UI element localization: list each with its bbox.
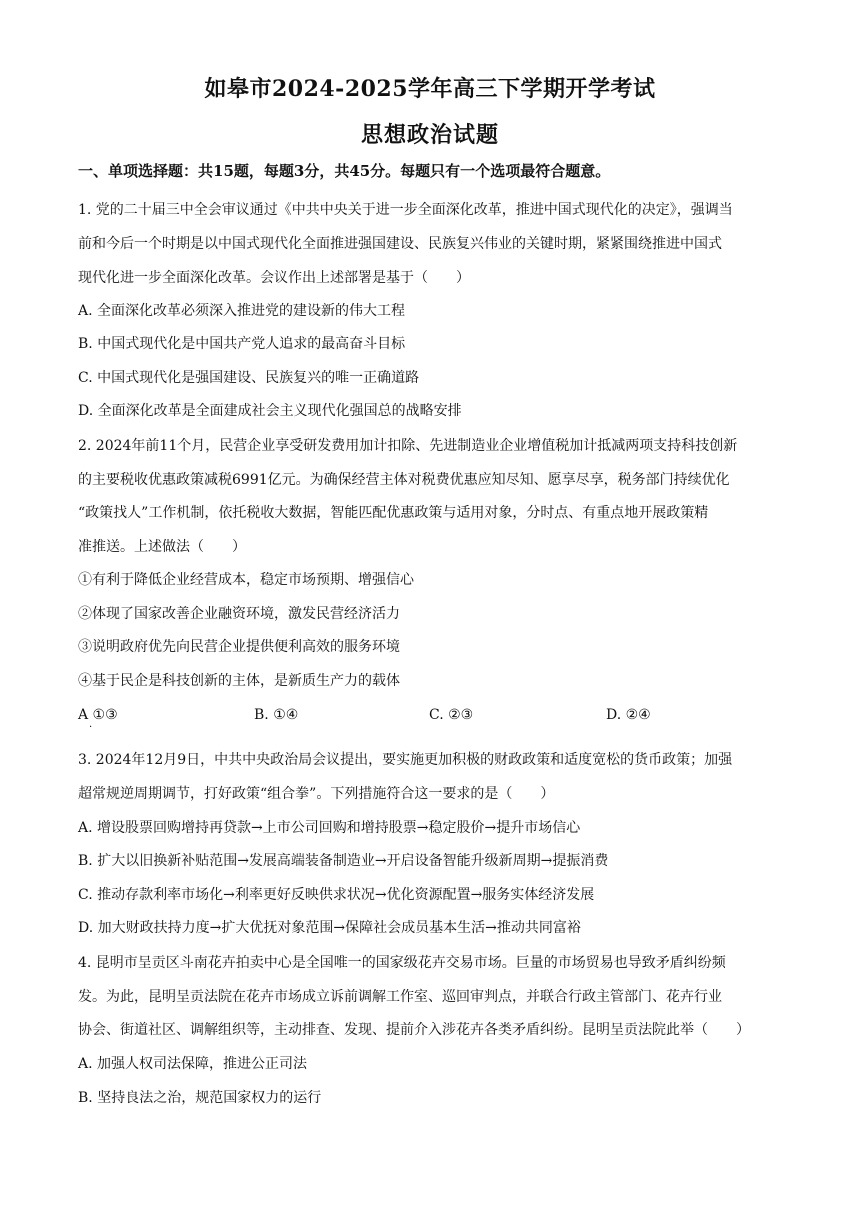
stray-dot: · bbox=[89, 722, 93, 733]
q2-option-b: B. ①④ bbox=[254, 707, 299, 723]
q1-stem-line: 1. 党的二十届三中全会审议通过《中共中央关于进一步全面深化改革，推进中国式现代化的决定》，强调当 bbox=[78, 202, 733, 218]
q3-stem-line: 3. 2024年12月9日，中共中央政治局会议提出，要实施更加积极的财政政策和适度宽松的货币政策；加强 bbox=[78, 752, 733, 768]
q1-option-c: C. 中国式现代化是强国建设、民族复兴的唯一正确道路 bbox=[78, 370, 420, 386]
q2-stem-line: 准推送。上述做法（ ） bbox=[78, 539, 246, 555]
exam-title: 如皋市2024-2025学年高三下学期开学考试 bbox=[204, 76, 656, 102]
q3-option-d: D. 加大财政扶持力度→扩大优抚对象范围→保障社会成员基本生活→推动共同富裕 bbox=[78, 920, 581, 936]
q2-stem-line: 的主要税收优惠政策减税6991亿元。为确保经营主体对税费优惠应知尽知、愿享尽享，税务部门持续优化 bbox=[78, 472, 730, 488]
q1-option-d: D. 全面深化改革是全面建成社会主义现代化强国总的战略安排 bbox=[78, 403, 462, 419]
q2-statement-3: ③说明政府优先向民营企业提供便利高效的服务环境 bbox=[78, 639, 400, 655]
q3-stem-line: 超常规逆周期调节，打好政策“组合拳”。下列措施符合这一要求的是（ ） bbox=[78, 786, 555, 802]
q3-option-c: C. 推动存款利率市场化→利率更好反映供求状况→优化资源配置→服务实体经济发展 bbox=[78, 887, 595, 903]
q2-stem-line: 2. 2024年前11个月，民营企业享受研发费用加计扣除、先进制造业企业增值税加计抵减两项支持科技创新 bbox=[78, 438, 738, 454]
q4-option-b: B. 坚持良法之治，规范国家权力的运行 bbox=[78, 1090, 322, 1106]
section-heading: 一、单项选择题：共15题，每题3分，共45分。每题只有一个选项最符合题意。 bbox=[78, 162, 611, 180]
q1-stem-line: 现代化进一步全面深化改革。会议作出上述部署是基于（ ） bbox=[78, 270, 470, 286]
q3-option-b: B. 扩大以旧换新补贴范围→发展高端装备制造业→开启设备智能升级新周期→提振消费 bbox=[78, 853, 609, 869]
q1-option-b: B. 中国式现代化是中国共产党人追求的最高奋斗目标 bbox=[78, 336, 406, 352]
q4-stem-line: 发。为此，昆明呈贡法院在花卉市场成立诉前调解工作室、巡回审判点，并联合行政主管部门、花卉行业 bbox=[78, 989, 722, 1005]
q2-stem-line: “政策找人”工作机制，依托税收大数据，智能匹配优惠政策与适用对象，分时点、有重点地开展政策精 bbox=[78, 505, 709, 521]
q1-option-a: A. 全面深化改革必须深入推进党的建设新的伟大工程 bbox=[78, 303, 406, 319]
q4-option-a: A. 加强人权司法保障，推进公正司法 bbox=[78, 1056, 308, 1072]
q3-option-a: A. 增设股票回购增持再贷款→上市公司回购和增持股票→稳定股价→提升市场信心 bbox=[78, 820, 581, 836]
q2-statement-1: ①有利于降低企业经营成本，稳定市场预期、增强信心 bbox=[78, 572, 414, 588]
q1-stem-line: 前和今后一个时期是以中国式现代化全面推进强国建设、民族复兴伟业的关键时期，紧紧围绕推进中国式 bbox=[78, 236, 722, 252]
q4-stem-line: 4. 昆明市呈贡区斗南花卉拍卖中心是全国唯一的国家级花卉交易市场。巨量的市场贸易也导致矛盾纠纷频 bbox=[78, 955, 726, 971]
q2-option-a: A ①③ bbox=[78, 707, 118, 723]
exam-subtitle: 思想政治试题 bbox=[360, 122, 499, 148]
q4-stem-line: 协会、街道社区、调解组织等，主动排查、发现、提前介入涉花卉各类矛盾纠纷。昆明呈贡法院此举（ ） bbox=[78, 1022, 750, 1038]
q2-statement-2: ②体现了国家改善企业融资环境，激发民营经济活力 bbox=[78, 606, 400, 622]
q2-statement-4: ④基于民企是科技创新的主体，是新质生产力的载体 bbox=[78, 673, 400, 689]
q2-option-d: D. ②④ bbox=[606, 707, 651, 723]
q2-option-c: C. ②③ bbox=[429, 707, 474, 723]
